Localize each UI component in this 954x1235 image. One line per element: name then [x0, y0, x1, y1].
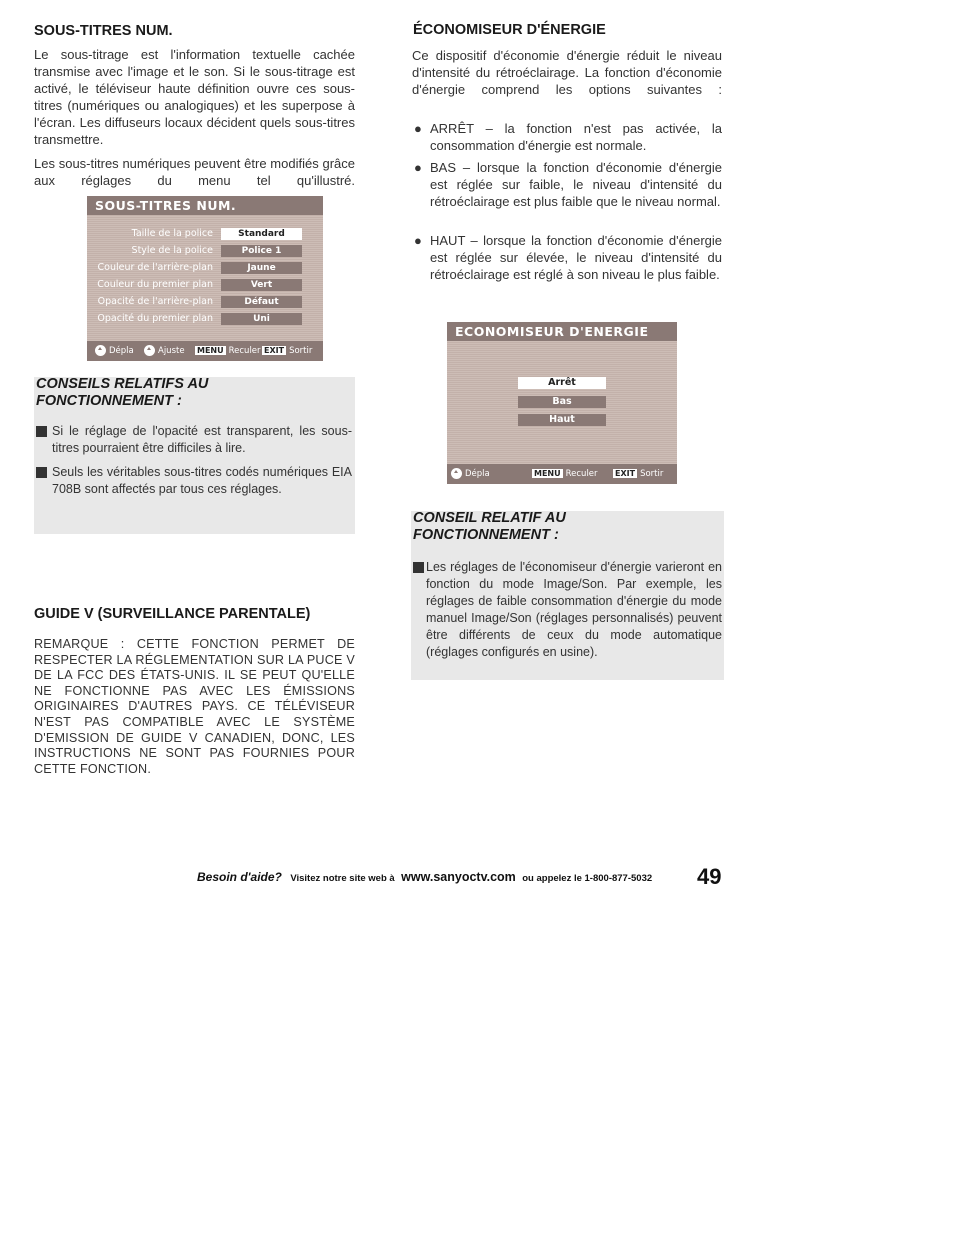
list-item — [412, 232, 722, 283]
tip-item-text: Les réglages de l'économiseur d'énergie varieront en fonction du mode Image/Son. Par exemple, les réglages de faible consommation d'énergie du mode manuel Image/Son (réglages personnalisés) peuvent être différents de ceux du mode automatique (réglages configurés en usine). — [426, 560, 722, 659]
tip-item-text: Seuls les véritables sous-titres codés numériques EIA 708B sont affectés par tous ces réglages. — [52, 465, 352, 496]
move-arrows-icon — [95, 345, 106, 356]
paragraph-captions-settings: Les sous-titres numériques peuvent être modifiés grâce aux réglages du menu tel qu'illustré. — [34, 156, 355, 188]
osd-row — [87, 295, 323, 309]
move-arrows-icon — [451, 468, 462, 479]
list-item-text: BAS – lorsque la fonction d'économie d'énergie est réglée sur faible, le niveau d'intensité du rétroéclairage est plus faible que le niveau normal. — [430, 160, 722, 209]
tips-title-line1: CONSEILS RELATIFS AU — [36, 376, 209, 392]
osd-body — [87, 215, 323, 341]
menu-key-icon: MENU — [197, 346, 224, 355]
osd-row-label: Couleur du premier plan — [97, 279, 213, 290]
osd-row-label: Taille de la police — [131, 228, 213, 239]
square-bullet-icon — [413, 562, 424, 573]
osd-row — [87, 261, 323, 275]
osd-row — [87, 227, 323, 241]
osd-footer-move: Dépla — [109, 346, 134, 356]
osd-row-label: Style de la police — [131, 245, 213, 256]
osd-row-label: Couleur de l'arrière-plan — [97, 262, 213, 273]
osd-row-value: Jaune — [221, 262, 302, 274]
osd-option: Arrêt — [518, 377, 606, 389]
osd-footer — [87, 341, 323, 361]
tip-title-line1: CONSEIL RELATIF AU — [413, 510, 566, 526]
tips-box-captions — [34, 377, 355, 534]
page-number: 49 — [697, 864, 722, 889]
list-item — [412, 120, 722, 154]
paragraph-energy-intro: Ce dispositif d'économie d'énergie réduit le niveau d'intensité du rétroéclairage. La fonction d'économie d'énergie comprend les options suivantes : — [412, 48, 722, 97]
osd-row-value: Uni — [221, 313, 302, 325]
osd-row-label: Opacité de l'arrière-plan — [97, 296, 213, 307]
tip-item-text: Si le réglage de l'opacité est transparent, les sous-titres pourraient être difficiles à lire. — [52, 424, 352, 455]
list-item — [412, 159, 722, 210]
tip-item — [36, 423, 352, 457]
list-item-text: ARRÊT – la fonction n'est pas activée, la consommation d'énergie est normale. — [430, 121, 722, 153]
tip-item — [36, 464, 352, 498]
exit-key-icon: EXIT — [615, 469, 636, 478]
osd-footer-back: Reculer — [228, 346, 261, 356]
osd-row-value: Défaut — [221, 296, 302, 308]
osd-body — [447, 341, 677, 464]
osd-footer-move: Dépla — [465, 469, 490, 479]
list-item-text: HAUT – lorsque la fonction d'économie d'énergie est réglée sur élevée, le niveau d'intensité du rétroéclairage est réglé à son niveau le plus faible. — [430, 233, 722, 282]
section-heading-energy-saver: ÉCONOMISEUR D'ÉNERGIE — [413, 22, 606, 38]
osd-row — [87, 244, 323, 258]
osd-energy-saver-menu — [447, 322, 677, 484]
footer-visit: Visitez notre site web à — [290, 873, 395, 884]
section-heading-digital-captions: SOUS-TITRES NUM. — [34, 23, 173, 39]
exit-key-icon: EXIT — [264, 346, 285, 355]
footer-url[interactable]: www.sanyoctv.com — [401, 870, 516, 884]
adjust-arrows-icon — [144, 345, 155, 356]
tip-item — [413, 559, 722, 661]
osd-row-value: Vert — [221, 279, 302, 291]
bullet-icon: ● — [414, 233, 422, 248]
osd-row-value: Police 1 — [221, 245, 302, 257]
tip-title-line2: FONCTIONNEMENT : — [413, 527, 559, 543]
section-heading-v-chip: GUIDE V (SURVEILLANCE PARENTALE) — [34, 606, 311, 622]
osd-row — [87, 278, 323, 292]
tip-box-energy — [411, 511, 724, 680]
osd-footer-exit: Sortir — [640, 469, 664, 479]
bullet-icon: ● — [414, 121, 422, 136]
osd-footer — [447, 464, 677, 484]
osd-footer-adjust: Ajuste — [158, 346, 185, 356]
osd-row — [87, 312, 323, 326]
tips-title-line2: FONCTIONNEMENT : — [36, 393, 182, 409]
square-bullet-icon — [36, 467, 47, 478]
osd-title: ECONOMISEUR D'ENERGIE — [447, 322, 677, 341]
osd-footer-back: Reculer — [565, 469, 598, 479]
osd-digital-captions-menu — [87, 196, 323, 361]
square-bullet-icon — [36, 426, 47, 437]
osd-row-label: Opacité du premier plan — [97, 313, 213, 324]
osd-row-value: Standard — [221, 228, 302, 240]
osd-option: Haut — [518, 414, 606, 426]
footer-call: ou appelez le 1-800-877-5032 — [522, 873, 653, 884]
osd-title: SOUS-TITRES NUM. — [87, 196, 323, 215]
footer-help: Besoin d'aide? — [197, 870, 282, 884]
page-footer — [197, 868, 652, 886]
menu-key-icon: MENU — [534, 469, 561, 478]
osd-option: Bas — [518, 396, 606, 408]
bullet-icon: ● — [414, 160, 422, 175]
paragraph-v-chip-note: REMARQUE : CETTE FONCTION PERMET DE RESPECTER LA RÉGLEMENTATION SUR LA PUCE V DE LA FCC DES ÉTATS-UNIS. IL SE PEUT QU'ELLE NE FONCTIONNE PAS AVEC LES ÉMISSIONS ORIGINAIRES D'AUTRES PAYS. CE TÉLÉVISEUR N'EST PAS COMPATIBLE AVEC LE SYSTÈME D'EMISSION DE GUIDE V CANADIEN, DONC, LES INSTRUCTIONS NE SONT PAS FOURNIES POUR CETTE FONCTION. — [34, 637, 355, 776]
paragraph-captions-intro: Le sous-titrage est l'information textuelle cachée transmise avec l'image et le son. Si le sous-titrage est activé, le téléviseur haute définition ouvre ces sous-titres (numériques ou analogiques) et les superpose à l'écran. Les diffuseurs locaux décident quels sous-titres transmettre. — [34, 47, 355, 147]
osd-footer-exit: Sortir — [289, 346, 313, 356]
